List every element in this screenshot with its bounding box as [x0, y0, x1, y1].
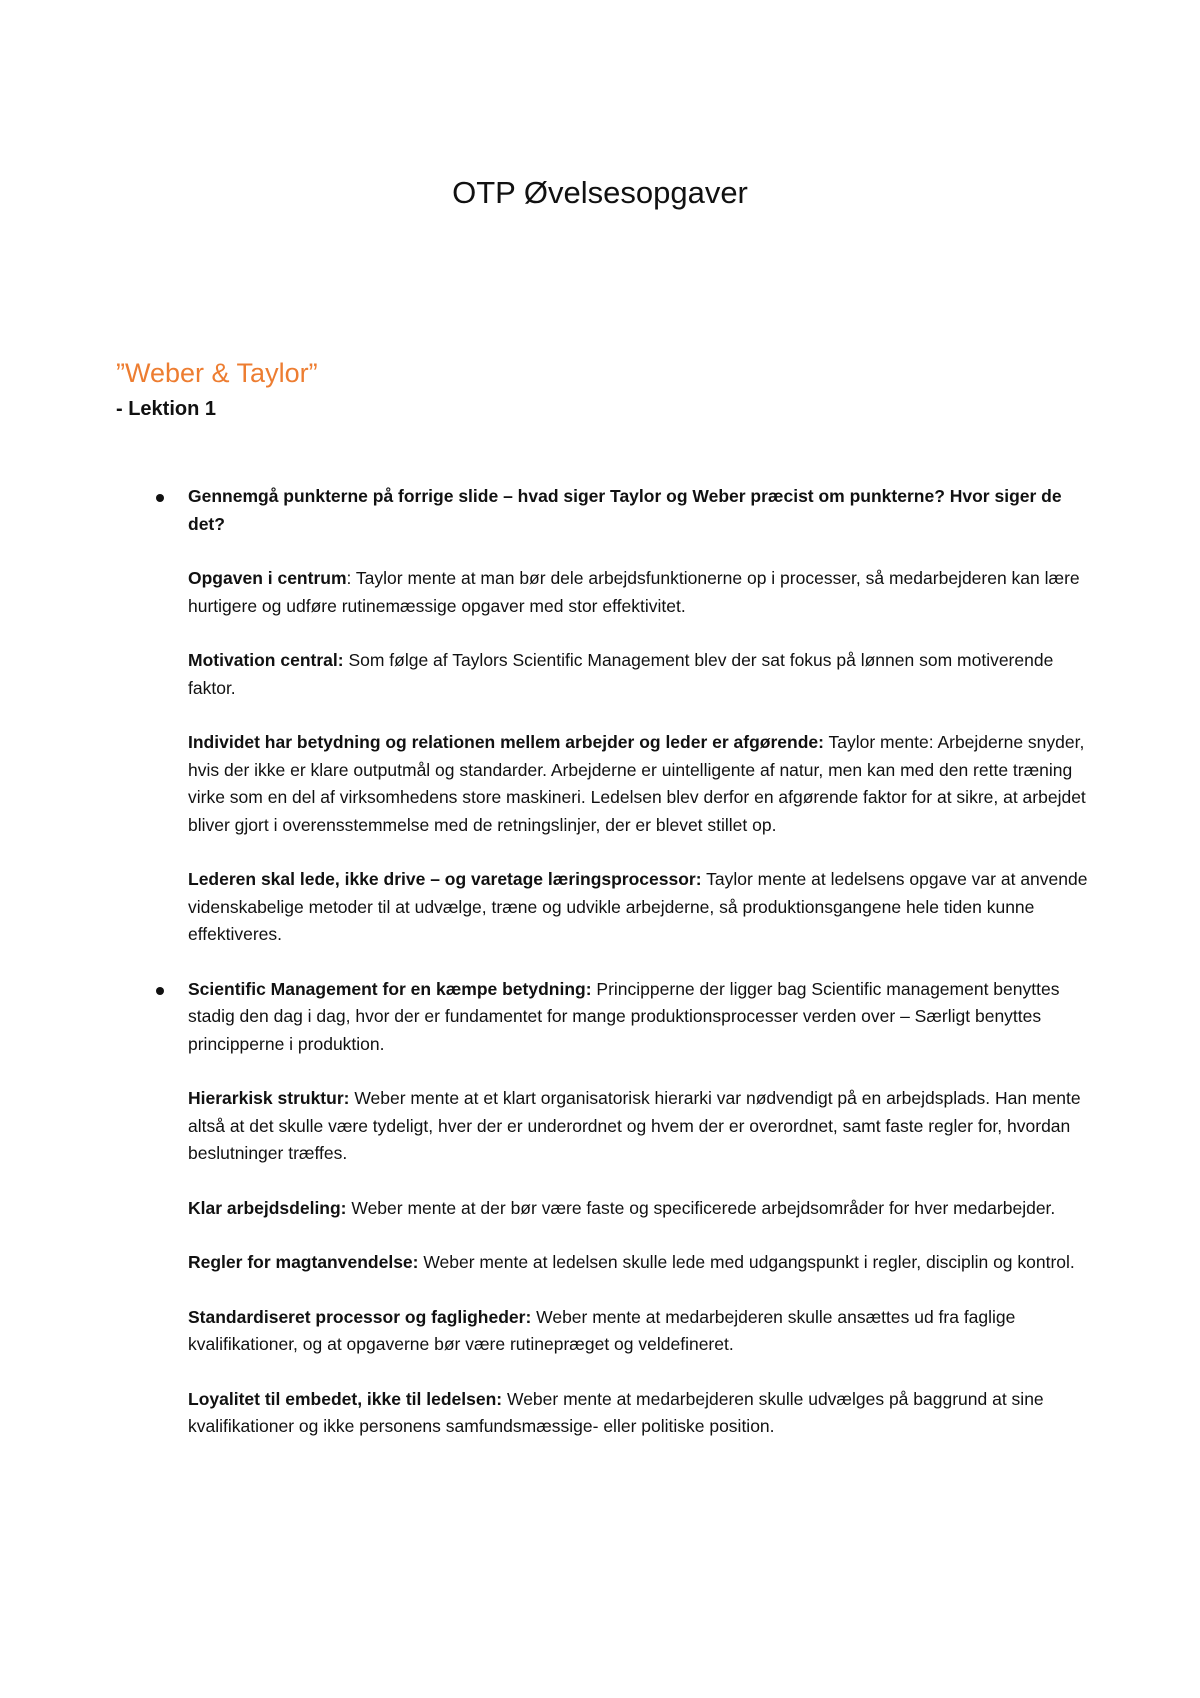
paragraph-text: Weber mente at et klart organisatorisk hierarki var nødvendigt på en arbejdsplads. Han mente altså at det skulle være tydeligt, hver der er underordnet og hvem der er overordnet, samt faste regler for, hvordan beslutninger træffes.: [188, 1088, 1081, 1163]
paragraph-term: Motivation central:: [188, 650, 344, 670]
paragraph-term: Standardiseret processor og fagligheder:: [188, 1306, 532, 1327]
paragraph-loyalitet: [188, 1386, 1088, 1441]
paragraph-text: Taylor mente at ledelsens opgave var at anvende videnskabelige metoder til at udvælge, træne og udvikle arbejderne, så produktionsgangene hele tiden kunne effektiveres.: [188, 869, 1088, 944]
paragraph-term: Individet har betydning og relationen mellem arbejder og leder er afgørende:: [188, 732, 824, 752]
document-title: OTP Øvelsesopgaver: [452, 175, 748, 210]
section-subtitle: - Lektion 1: [116, 398, 217, 420]
paragraph-text: Principperne der ligger bag Scientific management benyttes stadig den dag i dag, hvor der er fundamentet for mange produktionsprocesser verden over – Særligt benyttes principperne i produktion.: [188, 978, 1060, 1054]
paragraph-individet: [188, 729, 1088, 839]
bullet-item-1: [188, 483, 1088, 949]
bullet-question: [188, 483, 1088, 538]
paragraph-text: Taylor mente: Arbejderne snyder, hvis der ikke er klare outputmål og standarder. Arbejderne er uintelligente af natur, men kan med den rette træning virke som en del af virksomhedens store maskineri. Ledelsen blev derfor en afgørende faktor for at sikre, at arbejdet bliver gjort i overensstemmelse med de retningslinjer, der er blevet stillet op.: [188, 732, 1086, 835]
paragraph-term: Lederen skal lede, ikke drive – og varetage læringsprocessor:: [188, 869, 702, 889]
paragraph-standardiseret-processor: [188, 1304, 1088, 1359]
paragraph-motivation-central: [188, 647, 1088, 702]
paragraph-term: Opgaven i centrum: [188, 568, 347, 588]
section-title: ”Weber & Taylor”: [116, 358, 318, 388]
paragraph-term: Regler for magtanvendelse:: [188, 1252, 419, 1272]
paragraph-scientific-management: [188, 976, 1088, 1059]
paragraph-term: Klar arbejdsdeling:: [188, 1197, 347, 1218]
paragraph-hierarkisk-struktur: [188, 1085, 1088, 1168]
bullet-icon: [156, 987, 164, 995]
document-body: [188, 483, 1088, 1468]
bullet-icon: [156, 494, 164, 502]
paragraph-text: Weber mente at ledelsen skulle lede med udgangspunkt i regler, disciplin og kontrol.: [418, 1252, 1075, 1272]
paragraph-klar-arbejdsdeling: [188, 1195, 1088, 1223]
paragraph-text: Som følge af Taylors Scientific Management blev der sat fokus på lønnen som motiverende faktor.: [188, 650, 1054, 698]
paragraph-opgaven-i-centrum: [188, 565, 1088, 620]
question-text: Gennemgå punkterne på forrige slide – hvad siger Taylor og Weber præcist om punkterne? Hvor siger de det?: [188, 486, 1062, 534]
paragraph-text: Weber mente at der bør være faste og specificerede arbejdsområder for hver medarbejder.: [346, 1197, 1056, 1218]
paragraph-term: Scientific Management for en kæmpe betydning:: [188, 978, 592, 999]
paragraph-regler-for-magtanvendelse: [188, 1249, 1088, 1277]
paragraph-text: Weber mente at medarbejderen skulle ansættes ud fra faglige kvalifikationer, og at opgaverne bør være rutinepræget og veldefineret.: [188, 1306, 1016, 1354]
bullet-item-2: [188, 976, 1088, 1441]
paragraph-term: Hierarkisk struktur:: [188, 1088, 350, 1108]
paragraph-text: Weber mente at medarbejderen skulle udvælges på baggrund at sine kvalifikationer og ikke personens samfundsmæssige- eller politiske position.: [188, 1388, 1044, 1436]
paragraph-lederen: [188, 866, 1088, 949]
paragraph-term: Loyalitet til embedet, ikke til ledelsen:: [188, 1388, 503, 1409]
paragraph-text: : Taylor mente at man bør dele arbejdsfunktionerne op i processer, så medarbejderen kan lære hurtigere og udføre rutinemæssige opgaver med stor effektivitet.: [188, 568, 1080, 616]
